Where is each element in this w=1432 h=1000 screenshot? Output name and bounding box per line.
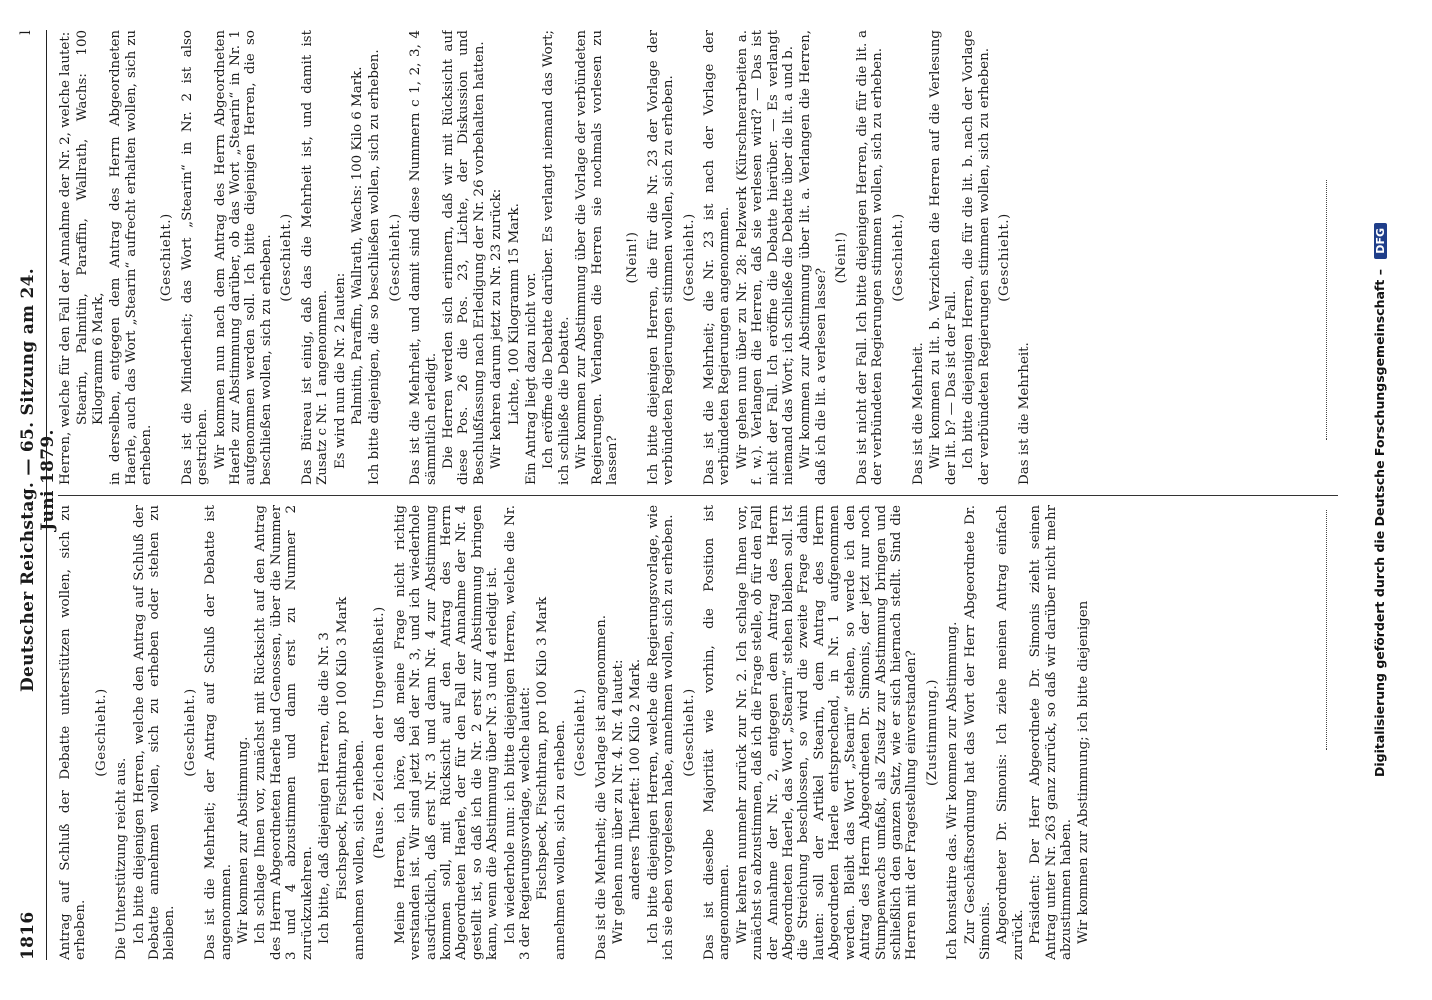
column-divider [58, 495, 1338, 496]
tariff-item: Stearin, Palmitin, Paraffin, Wallrath, Wachs: 100 Kilogramm 6 Mark, [75, 30, 106, 425]
paragraph: Herren, welche für den Fall der Annahme der Nr. 2, welche lautet: [58, 31, 73, 485]
stage-direction: (Geschieht.) [890, 213, 906, 302]
paragraph: Das Büreau ist einig, daß das die Mehrheit ist, und damit ist Zusatz c Nr. 1 angenommen. [299, 30, 331, 485]
paragraph: Zur Geschäftsordnung hat das Wort der Herr Abgeordnete Dr. Simonis. [962, 505, 993, 960]
dfg-logo: DFG [1374, 223, 1387, 259]
paragraph: Die Unterstützung reicht aus. [114, 757, 130, 960]
paragraph: Ich bitte diejenigen Herren, die für die Nr. 23 der Vorlage der verbündeten Regierungen stimmen wollen, sich zu erheben. [645, 30, 677, 485]
stage-direction: (Geschieht.) [279, 213, 295, 302]
right-column [58, 30, 1348, 485]
page-number: 1816 [18, 911, 38, 960]
paragraph: Das ist nicht der Fall. Ich bitte diejenigen Herren, die für die lit. a der verbündeten Regierungen stimmen wollen, sich zu erheben. [854, 30, 886, 485]
paragraph: Antrag auf Schluß der Debatte unterstützen wollen, sich zu erheben. [58, 505, 89, 960]
paragraph: Das ist die Mehrheit, und damit sind diese Nummern c 1, 2, 3, 4 sämmtlich erledigt. [408, 30, 439, 485]
tariff-item: Palmitin, Paraffin, Wallrath, Wachs: 100 Kilo 6 Mark. [349, 66, 365, 425]
stage-direction: (Geschieht.) [681, 213, 697, 302]
paragraph: Wir kommen zur Abstimmung über lit. a. Verlangen die Herren, daß ich die lit. a verlesen lasse? [798, 30, 829, 485]
paragraph: Das ist die Minderheit; das Wort „Stearin“ in Nr. 2 ist also gestrichen. [179, 30, 211, 485]
stage-direction: (Zustimmung.) [924, 679, 940, 786]
paragraph: annehmen wollen, sich zu erheben. [552, 719, 568, 960]
paragraph: Das ist die Mehrheit. [910, 342, 926, 485]
header-rule [46, 30, 47, 960]
paragraph: Ich bitte diejenigen Herren, welche den Antrag auf Schluß der Debatte annehmen wollen, sich zu erheben oder stehen zu bleiben. [131, 505, 178, 960]
paragraph: Wir kehren nunmehr zurück zur Nr. 2. Ich schlage Ihnen vor, zunächst so abzustimmen, daß ich die Frage stelle, ob für den Fall der Annahme der Nr. 2, entgegen dem Antrag des Herrn Abgeordneten Haerle, das Wort „Stearin“ stehen bleiben soll. Ist die Streichung beschlossen, so wird die zweite Frage dahin lauten: soll der Artikel Stearin, dem Antrag des Herrn Abgeordneten Haerle entsprechend, in Nr. 1 aufgenommen werden. Bleibt das Wort „Stearin“ stehen, so werde ich den Antrag des Herrn Abgeordneten Dr. Simonis, der jetzt nur noch Stumpenwachs umfaßt, als Zusatz zur Abstimmung bringen und schließlich den ganzen Satz, wie er sich hiernach stellt. Sind die Herren mit der Fragestellung einverstanden? [734, 505, 920, 960]
footer-text: Digitalisierung gefördert durch die Deutsche Forschungsgemeinschaft – [1372, 269, 1387, 777]
paragraph: Ein Antrag liegt dazu nicht vor. [523, 272, 539, 485]
paragraph: Ich bitte, daß diejenigen Herren, die die Nr. 3 [317, 632, 333, 944]
paragraph: Ich bitte diejenigen Herren, welche die Regierungsvorlage, wie ich sie eben vorgelesen habe, annehmen wollen, sich zu erheben. [645, 505, 677, 960]
paragraph: Wir kommen nun nach dem Antrag des Herrn Abgeordneten Haerle zur Abstimmung darüber, ob das Wort „Stearin“ in Nr. 1 aufgenommen werden soll. Ich bitte diejenigen Herren, die so beschließen wollen, sich zu erheben. [212, 30, 274, 485]
tariff-item: Fischspeck, Fischthran, pro 100 Kilo 3 Mark [535, 596, 551, 900]
page-header [18, 30, 58, 960]
paragraph: Ich eröffne die Debatte darüber. Es verlangt niemand das Wort; ich schließe die Debatte. [541, 30, 572, 485]
running-title: Deutscher Reichstag. — 65. Sitzung am 24. Juni 1879. [18, 268, 58, 692]
paragraph: Wir kommen zur Abstimmung über die Vorlage der verbündeten Regierungen. Verlangen die Herren sie nochmals vorlesen zu lassen? [574, 30, 620, 485]
paragraph: Die Herren werden sich erinnern, daß wir mit Rücksicht auf diese Pos. 26 die Pos. 23, Lichte, der Diskussion und Beschlußfassung nach Erledigung der Nr. 26 vorbehalten hatten. [440, 30, 487, 485]
paragraph: Wir kommen zur Abstimmung; ich bitte diejenigen [1076, 600, 1092, 944]
paragraph: annehmen wollen, sich erheben. [351, 739, 367, 960]
stage-direction: (Geschieht.) [159, 213, 175, 302]
paragraph: Ich konstatire das. Wir kommen zur Abstimmung. [945, 621, 961, 960]
stage-direction: (Geschieht.) [573, 688, 589, 777]
paragraph: Wir kommen zur Abstimmung. [236, 736, 252, 944]
paragraph: Ich wiederhole nun: ich bitte diejenigen Herren, welche die Nr. 3 der Regierungsvorlage, welche lautet: [502, 505, 533, 960]
paragraph: Es wird nun die Nr. 2 lauten: [332, 272, 348, 469]
paragraph: Das ist die Mehrheit; die Nr. 23 ist nach der Vorlage der verbündeten Regierungen angenommen. [702, 30, 733, 485]
stage-direction: (Geschieht.) [93, 688, 109, 777]
paragraph: Ich bitte diejenigen, die so beschließen wollen, sich zu erheben. [367, 49, 383, 485]
dotted-rule-right [1326, 180, 1327, 440]
paragraph: Ich bitte diejenigen Herren, die für die lit. b. nach der Vorlage der verbündeten Regierungen stimmen wollen, sich zu erheben. [961, 30, 992, 485]
tariff-item: anderes Thierfett: 100 Kilo 2 Mark. [628, 658, 644, 900]
stage-direction: (Geschieht.) [182, 688, 198, 777]
paragraph: Abgeordneter Dr. Simonis: Ich ziehe meinen Antrag einfach zurück. [995, 505, 1026, 960]
paragraph: Präsident: Der Herr Abgeordnete Dr. Simonis zieht seinen Antrag unter Nr. 263 ganz zurück, so daß wir darüber nicht mehr abzustimmen haben. [1028, 505, 1074, 960]
stage-direction: (Geschieht.) [681, 688, 697, 777]
paragraph: Wir gehen nun über zu Nr. 4. Nr. 4 lautet: [611, 659, 626, 944]
stage-direction: (Pause. Zeichen der Ungewißheit.) [372, 606, 388, 859]
digitization-footer [1372, 0, 1387, 1000]
stage-direction: (Geschieht.) [996, 213, 1012, 302]
paragraph: Ich schlage Ihnen vor, zunächst mit Rücksicht auf den Antrag des Herrn Abgeordneten Haerle und Genossen, über die Nummer 3 und 4 abzustimmen und dann erst zu Nummer 2 zurückzukehren. [253, 505, 315, 960]
stage-direction: (Geschieht.) [387, 213, 403, 302]
paragraph: in derselben, entgegen dem Antrag des Herrn Abgeordneten Haerle, auch das Wort „Stearin“ aufrecht erhalten wollen, sich zu erheben. [108, 30, 155, 485]
paragraph: Das ist die Mehrheit; die Vorlage ist angenommen. [593, 614, 609, 960]
paragraph: Das ist dieselbe Majorität wie vorhin, die Position ist angenommen. [702, 505, 733, 960]
paragraph: Das ist die Mehrheit; der Antrag auf Schluß der Debatte ist angenommen. [203, 505, 234, 960]
tariff-item: Fischspeck, Fischthran, pro 100 Kilo 3 Mark [334, 596, 350, 900]
paragraph: Meine Herren, ich höre, daß meine Frage nicht richtig verstanden ist. Wir sind jetzt bei der Nr. 3, und ich wiederhole ausdrücklich, daß erst Nr. 3 und dann Nr. 4 zur Abstimmung kommen soll, mit Rücksicht auf den Antrag des Herrn Abgeordneten Haerle, der für den Fall der Annahme der Nr. 4 gestellt ist, so daß ich die Nr. 2 erst zur Abstimmung bringen kann, wenn die Abstimmung über Nr. 3 und 4 erledigt ist. [392, 505, 501, 960]
paragraph: Wir gehen nun über zu Nr. 28: Pelzwerk (Kürschnerarbeiten a. f. w.). Verlangen die Herren, daß sie verlesen wird? — Das ist nicht der Fall. Ich eröffne die Debatte hierüber. — Es verlangt niemand das Wort; ich schließe die Debatte über die lit. a und b. [734, 30, 797, 485]
stage-direction: (Nein!) [834, 231, 850, 284]
paragraph: Wir kommen zu lit. b. Verzichten die Herren auf die Verlesung der lit. b? — Das ist der Fall. [928, 30, 959, 485]
paragraph: Wir kehren darum jetzt zu Nr. 23 zurück: [489, 188, 505, 469]
dotted-rule-left [1326, 510, 1327, 750]
tariff-item: Lichte, 100 Kilogramm 15 Mark. [506, 203, 522, 425]
left-column [58, 505, 1348, 960]
paragraph: Das ist die Mehrheit. [1017, 342, 1033, 485]
stage-direction: (Nein!) [625, 231, 641, 284]
corner-mark: l [18, 30, 34, 35]
